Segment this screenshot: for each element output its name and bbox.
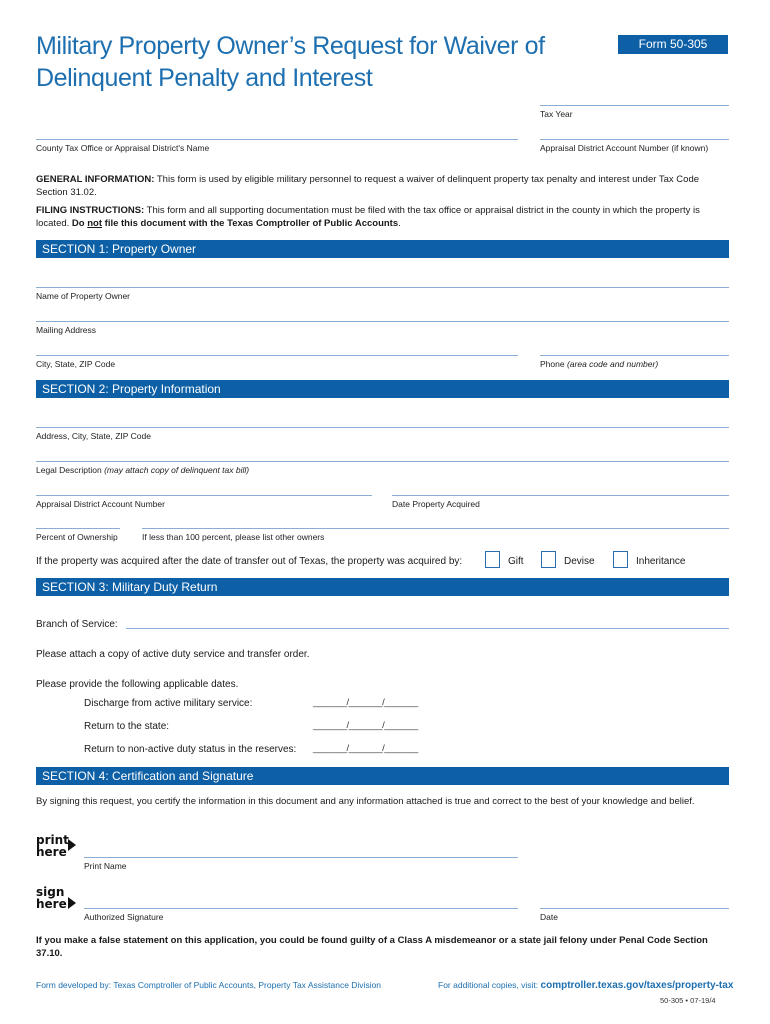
filing-emphasis-not: not [87,218,103,229]
signature-field[interactable] [84,908,518,909]
print-here-arrow-icon [68,839,76,851]
gift-checkbox[interactable] [485,551,500,568]
tax-year-label: Tax Year [540,109,573,119]
branch-of-service-label: Branch of Service: [36,619,118,630]
mailing-address-field[interactable] [36,321,729,322]
date-acquired-label: Date Property Acquired [392,499,480,509]
false-statement-warning: If you make a false statement on this application, you could be found guilty of a Class A misdemeanor or a state jail felony under Penal Code Section 37.10. [36,935,708,959]
property-address-label: Address, City, State, ZIP Code [36,431,151,441]
sign-here-line-1: sign [36,885,65,899]
filing-emphasis-do: Do [71,218,88,229]
mailing-address-label: Mailing Address [36,325,97,335]
inheritance-checkbox[interactable] [613,551,628,568]
phone-label-text: Phone [540,359,565,369]
title-line-1: Military Property Owner’s Request for Waiver of [36,32,545,60]
devise-label: Devise [564,556,595,567]
section-1-header: SECTION 1: Property Owner [36,240,729,258]
certification-statement: By signing this request, you certify the information in this document and any information attached is true and correct to the best of your knowledge and belief. [36,796,695,807]
signature-date-label: Date [540,912,558,922]
tax-year-field[interactable] [540,105,729,106]
section-3-header: SECTION 3: Military Duty Return [36,578,729,596]
other-owners-label: If less than 100 percent, please list other owners [142,532,325,542]
section-2-header: SECTION 2: Property Information [36,380,729,398]
footer-copies-link[interactable]: comptroller.texas.gov/taxes/property-tax [540,980,734,991]
signature-label: Authorized Signature [84,912,164,922]
signature-date-field[interactable] [540,908,729,909]
account-number-field[interactable] [540,139,729,140]
county-office-field[interactable] [36,139,518,140]
filing-instructions-text: This form and all supporting documentation must be filed with the tax office or appraisal district in the county in which the property is located. [36,205,700,229]
city-state-zip-field[interactable] [36,355,518,356]
return-state-date-field[interactable]: _______/_______/_______ [313,720,418,731]
filing-instructions [36,204,729,230]
property-address-field[interactable] [36,427,729,428]
return-state-date-label: Return to the state: [84,721,170,732]
branch-of-service-field[interactable] [126,628,729,629]
legal-description-label [36,465,249,475]
print-name-label: Print Name [84,861,127,871]
print-here-line-2: here [36,845,67,859]
discharge-date-field[interactable]: _______/_______/_______ [313,697,418,708]
non-active-date-field[interactable]: _______/_______/_______ [313,743,418,754]
gift-label: Gift [508,556,524,567]
footer-copies-prefix: For additional copies, visit: [438,980,541,990]
owner-name-field[interactable] [36,287,729,288]
account-number-label: Appraisal District Account Number (if known) [540,143,709,153]
non-active-date-label: Return to non-active duty status in the reserves: [84,744,297,755]
print-name-field[interactable] [84,857,518,858]
filing-period: . [398,218,401,229]
legal-description-text: Legal Description [36,465,102,475]
attach-orders-note: Please attach a copy of active duty service and transfer order. [36,649,310,660]
phone-label [540,359,658,369]
city-state-zip-label: City, State, ZIP Code [36,359,116,369]
acquired-question: If the property was acquired after the date of transfer out of Texas, the property was acquired by: [36,556,463,567]
filing-emphasis-rest: file this document with the Texas Comptroller of Public Accounts [102,218,399,229]
county-office-label: County Tax Office or Appraisal District's Name [36,143,210,153]
phone-hint: (area code and number) [566,359,659,369]
footer-copies [438,980,733,991]
general-information-text: This form is used by eligible military personnel to request a waiver of delinquent property tax penalty and interest under Tax Code Section 31.02. [36,174,700,198]
percent-ownership-field[interactable] [36,528,120,529]
inheritance-label: Inheritance [636,556,686,567]
discharge-date-label: Discharge from active military service: [84,698,253,709]
footer-form-code: 50-305 • 07-19/4 [660,996,716,1005]
footer-developed-by: Form developed by: Texas Comptroller of Public Accounts, Property Tax Assistance Division [36,980,382,990]
general-information-heading: GENERAL INFORMATION: [36,174,155,185]
sign-here-line-2: here [36,897,67,911]
percent-ownership-label: Percent of Ownership [36,532,118,542]
owner-name-label: Name of Property Owner [36,291,131,301]
title-line-2: Delinquent Penalty and Interest [36,64,373,92]
phone-field[interactable] [540,355,729,356]
date-acquired-field[interactable] [392,495,729,496]
provide-dates-note: Please provide the following applicable dates. [36,679,239,690]
section-4-header: SECTION 4: Certification and Signature [36,767,729,785]
property-account-label: Appraisal District Account Number [36,499,165,509]
general-information [36,173,729,199]
filing-instructions-heading: FILING INSTRUCTIONS: [36,205,145,216]
property-account-field[interactable] [36,495,372,496]
print-here-line-1: print [36,833,69,847]
legal-description-field[interactable] [36,461,729,462]
sign-here-stamp [36,886,67,910]
other-owners-field[interactable] [142,528,729,529]
page-title [36,30,556,94]
sign-here-arrow-icon [68,897,76,909]
legal-description-hint: (may attach copy of delinquent tax bill) [104,465,250,475]
devise-checkbox[interactable] [541,551,556,568]
print-here-stamp [36,834,69,858]
form-number-badge: Form 50-305 [618,35,728,54]
